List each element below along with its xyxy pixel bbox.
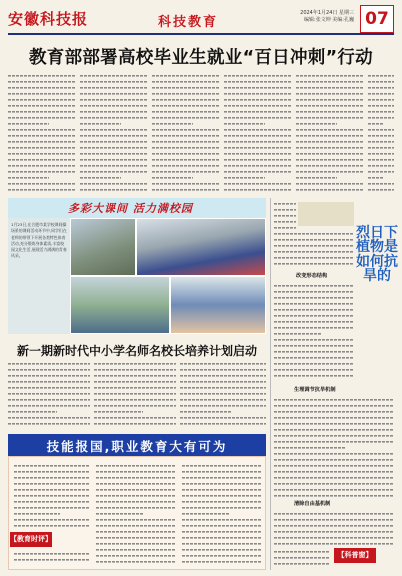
lead-article-col-4 — [224, 72, 292, 194]
second-article-col-3 — [180, 360, 266, 430]
lead-article-col-5 — [296, 72, 364, 194]
page-number: 07 — [360, 5, 394, 33]
photo-students-stretching — [70, 218, 136, 276]
text-line — [8, 420, 90, 426]
photo-students-playground — [70, 276, 170, 334]
bottom-article-headline: 技能报国,职业教育大有可为 — [46, 439, 228, 454]
text-line — [14, 522, 90, 528]
science-subhead-3: 清除自由基机制 — [294, 501, 331, 507]
text-line — [152, 186, 220, 192]
science-tag: 【科普窗】 — [334, 548, 376, 563]
photo-students-exercise — [170, 276, 266, 334]
bottom-article-banner — [8, 434, 266, 456]
second-article-col-1 — [8, 360, 90, 430]
science-section-3-text — [274, 510, 394, 546]
bottom-article-col-1b — [14, 550, 90, 566]
newspaper-logo: 安徽科技报 — [8, 10, 89, 28]
section-title: 科技教育 — [158, 15, 219, 30]
science-subhead-2: 生理调节抗旱机制 — [294, 387, 336, 393]
second-article-col-2 — [94, 360, 176, 430]
issue-meta — [300, 10, 354, 24]
editor-line: 编辑:张文坤 美编:孔巍 — [304, 17, 354, 23]
science-section-1-text — [274, 282, 354, 382]
commentary-tag: 【教育时评】 — [10, 532, 52, 547]
photo-feature-title: 多彩大课间 活力满校园 — [68, 202, 193, 215]
lead-headline: 教育部部署高校毕业生就业“百日冲刺”行动 — [28, 48, 373, 68]
text-line — [368, 186, 394, 192]
text-line — [274, 560, 330, 566]
lead-article-col-3 — [152, 72, 220, 194]
text-line — [274, 260, 354, 266]
text-line — [296, 186, 364, 192]
text-line — [274, 492, 394, 498]
science-section-3-text-b — [274, 548, 330, 568]
lead-article-col-1 — [8, 72, 76, 194]
photo-students-rope — [136, 218, 266, 276]
photo-caption: 1月23日,在合肥市某学校课间操场景的课间活动环节中,同学们在老师的带领下开展各类特色体育活动,充分锻炼身体素质,丰富校园文化生活,展现活力满满的青春风采。 — [11, 222, 67, 259]
masthead — [8, 5, 394, 35]
text-line — [80, 186, 148, 192]
science-subhead-1: 改变形态结构 — [296, 273, 328, 279]
lead-article-col-6 — [368, 72, 394, 194]
text-line — [180, 420, 266, 426]
science-intro — [274, 230, 354, 270]
photo-feature-area — [8, 218, 266, 334]
text-line — [274, 372, 354, 378]
photo-feature-banner — [8, 198, 266, 218]
column-divider — [270, 198, 271, 570]
science-col-1 — [274, 200, 296, 230]
text-line — [94, 420, 176, 426]
bottom-article-col-3 — [182, 462, 262, 566]
second-headline: 新一期新时代中小学名师名校长培养计划启动 — [16, 344, 257, 358]
text-line — [224, 186, 292, 192]
science-illustration — [298, 202, 354, 226]
text-line — [274, 540, 394, 546]
issue-date: 2024年1月24日 星期三 — [300, 10, 354, 16]
lead-article-col-2 — [80, 72, 148, 194]
text-line — [182, 558, 262, 564]
bottom-article-col-1 — [14, 462, 90, 528]
bottom-article-col-2 — [96, 462, 176, 566]
text-line — [8, 186, 76, 192]
science-headline: 烈日下植物是如何抗旱的 — [356, 225, 398, 284]
science-section-2-text — [274, 396, 394, 498]
text-line — [96, 558, 176, 564]
text-line — [14, 556, 90, 562]
